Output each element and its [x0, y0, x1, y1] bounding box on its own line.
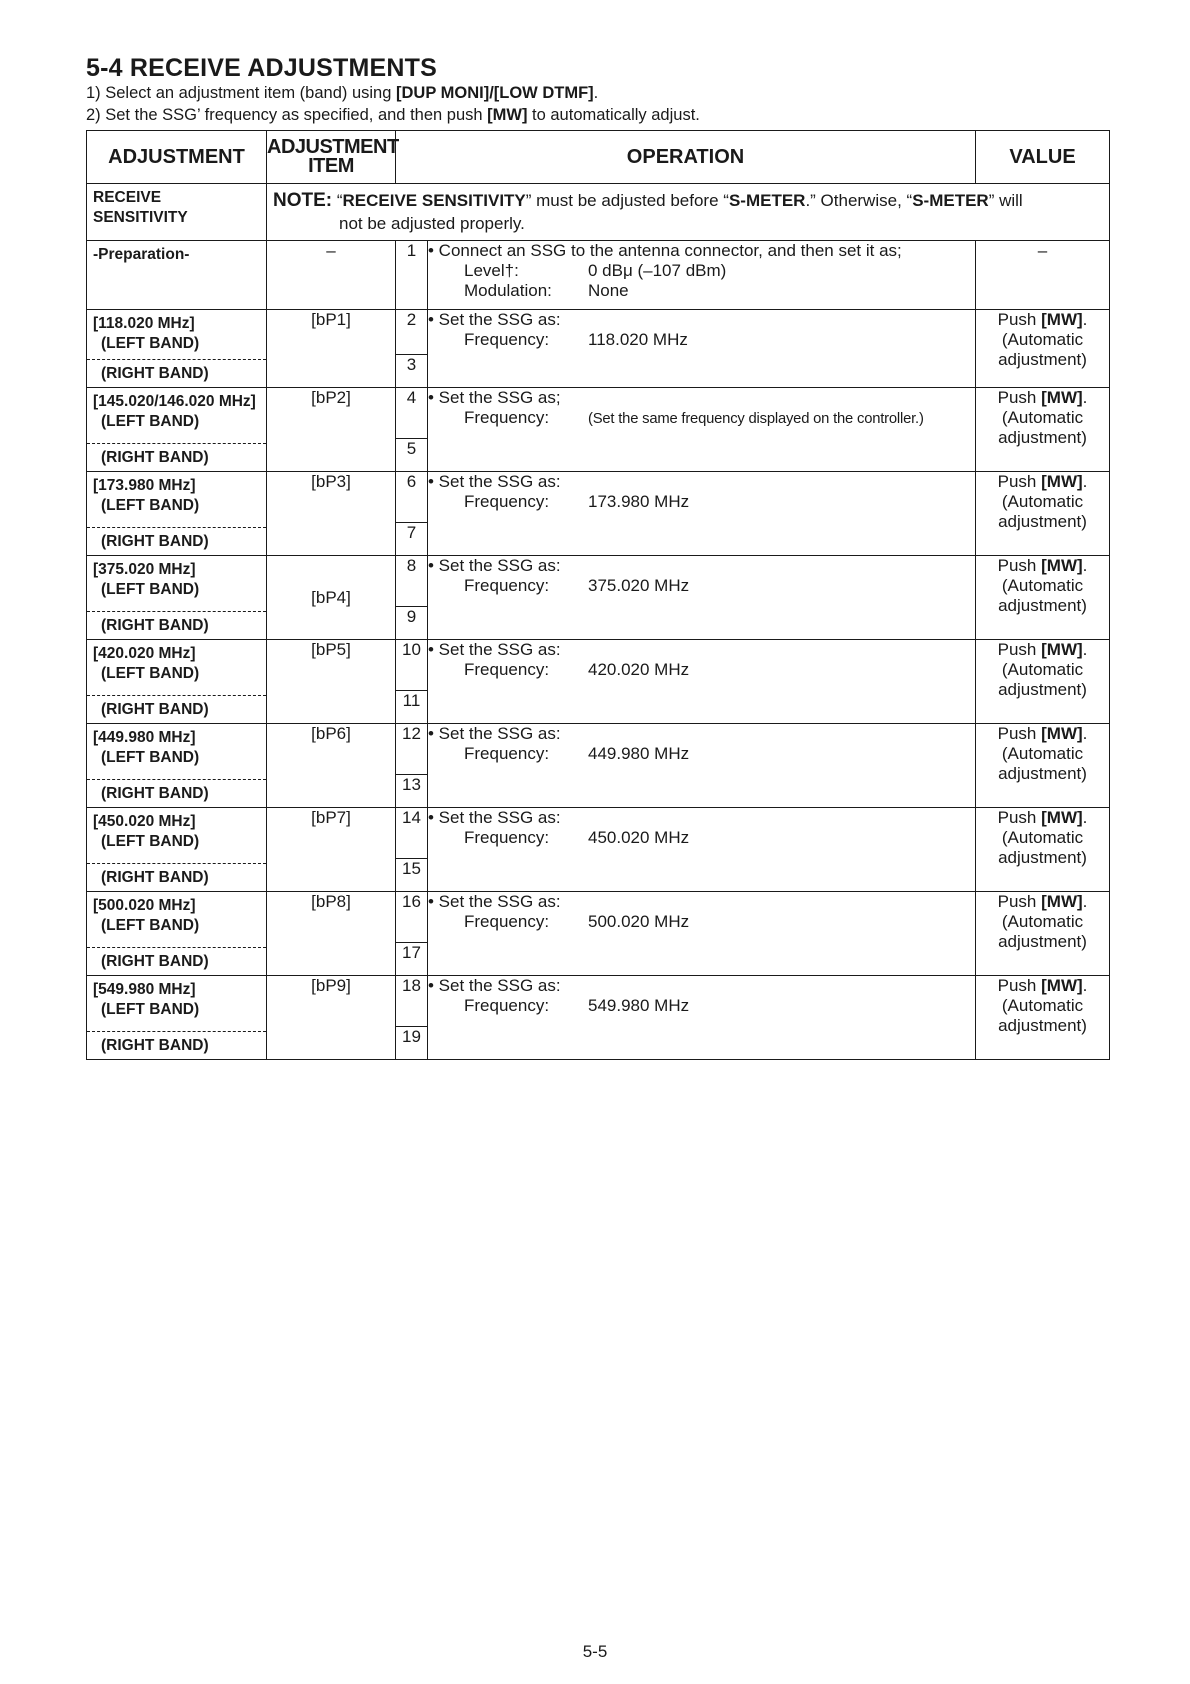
- header-value: VALUE: [976, 131, 1110, 184]
- instruction-step-2: 2) Set the SSG’ frequency as specified, and then push [MW] to automatically adjust.: [86, 106, 700, 124]
- preparation-operation: • Connect an SSG to the antenna connector, and then set it as; Level†: 0 dBμ (–107 dBm) Modulation: None: [428, 241, 976, 310]
- step-number: 9: [396, 607, 428, 640]
- step-number: 15: [396, 859, 428, 892]
- table-row-preparation: [87, 241, 1110, 310]
- band-operation: • Set the SSG as: Frequency: 173.980 MHz: [428, 472, 976, 556]
- step-number: 16: [396, 892, 428, 943]
- table-header-row: [87, 131, 1110, 184]
- band-operation: • Set the SSG as: Frequency: 118.020 MHz: [428, 310, 976, 388]
- band-operation: • Set the SSG as; Frequency: (Set the same frequency displayed on the controller.): [428, 388, 976, 472]
- note-cell: NOTE: “RECEIVE SENSITIVITY” must be adjusted before “S-METER.” Otherwise, “S-METER” will not be adjusted properly.: [267, 184, 1110, 241]
- receive-adjustments-table: [86, 130, 1110, 1060]
- table-row: [87, 808, 1110, 859]
- step-number: 17: [396, 943, 428, 976]
- table-row: [87, 310, 1110, 355]
- adjustment-item: [bP4]: [267, 556, 396, 640]
- step-number: 13: [396, 775, 428, 808]
- preparation-label: -Preparation-: [87, 241, 267, 310]
- step-number: 2: [396, 310, 428, 355]
- band-value: Push [MW]. (Automatic adjustment): [976, 976, 1110, 1060]
- adjustment-item: [bP5]: [267, 640, 396, 724]
- band-operation: • Set the SSG as: Frequency: 500.020 MHz: [428, 892, 976, 976]
- page-title: 5-4 RECEIVE ADJUSTMENTS: [86, 54, 437, 82]
- band-value: Push [MW]. (Automatic adjustment): [976, 388, 1110, 472]
- step-number: 18: [396, 976, 428, 1027]
- band-adjustment: [449.980 MHz] (LEFT BAND) (RIGHT BAND): [87, 724, 267, 808]
- band-adjustment: [375.020 MHz] (LEFT BAND) (RIGHT BAND): [87, 556, 267, 640]
- table-row: [87, 892, 1110, 943]
- table-row: [87, 724, 1110, 775]
- band-adjustment: [420.020 MHz] (LEFT BAND) (RIGHT BAND): [87, 640, 267, 724]
- table-row: [87, 388, 1110, 439]
- band-value: Push [MW]. (Automatic adjustment): [976, 724, 1110, 808]
- step-number: 3: [396, 354, 428, 387]
- band-value: Push [MW]. (Automatic adjustment): [976, 556, 1110, 640]
- table-row: [87, 472, 1110, 523]
- preparation-value: –: [976, 241, 1110, 310]
- step-number: 14: [396, 808, 428, 859]
- step-number: 11: [396, 691, 428, 724]
- band-operation: • Set the SSG as: Frequency: 420.020 MHz: [428, 640, 976, 724]
- table-row: [87, 556, 1110, 607]
- adjustment-item: [bP9]: [267, 976, 396, 1060]
- section-name: RECEIVE SENSITIVITY: [87, 184, 267, 241]
- step-number: 5: [396, 439, 428, 472]
- band-operation: • Set the SSG as: Frequency: 449.980 MHz: [428, 724, 976, 808]
- adjustment-item: [bP6]: [267, 724, 396, 808]
- adjustment-item: [bP3]: [267, 472, 396, 556]
- table-row: [87, 640, 1110, 691]
- table-row: [87, 976, 1110, 1027]
- page-number: 5-5: [582, 1642, 608, 1661]
- step-number: 7: [396, 523, 428, 556]
- band-adjustment: [173.980 MHz] (LEFT BAND) (RIGHT BAND): [87, 472, 267, 556]
- adjustment-item: [bP1]: [267, 310, 396, 388]
- table-row-note: [87, 184, 1110, 241]
- step-number: 4: [396, 388, 428, 439]
- band-value: Push [MW]. (Automatic adjustment): [976, 808, 1110, 892]
- step-number: 6: [396, 472, 428, 523]
- step-number: 12: [396, 724, 428, 775]
- instruction-step-1: 1) Select an adjustment item (band) using [DUP MONI]/[LOW DTMF].: [86, 84, 599, 102]
- adjustment-item: [bP7]: [267, 808, 396, 892]
- header-adjustment: ADJUSTMENT: [87, 131, 267, 184]
- band-adjustment: [500.020 MHz] (LEFT BAND) (RIGHT BAND): [87, 892, 267, 976]
- band-adjustment: [450.020 MHz] (LEFT BAND) (RIGHT BAND): [87, 808, 267, 892]
- adjustment-item: [bP2]: [267, 388, 396, 472]
- band-adjustment: [118.020 MHz] (LEFT BAND) (RIGHT BAND): [87, 310, 267, 388]
- band-operation: • Set the SSG as: Frequency: 450.020 MHz: [428, 808, 976, 892]
- band-operation: • Set the SSG as: Frequency: 375.020 MHz: [428, 556, 976, 640]
- band-operation: • Set the SSG as: Frequency: 549.980 MHz: [428, 976, 976, 1060]
- step-number: 19: [396, 1027, 428, 1060]
- band-value: Push [MW]. (Automatic adjustment): [976, 310, 1110, 388]
- step-number: 10: [396, 640, 428, 691]
- header-adjustment-item: ADJUSTMENT ITEM: [267, 131, 396, 184]
- band-value: Push [MW]. (Automatic adjustment): [976, 892, 1110, 976]
- header-operation: OPERATION: [396, 131, 976, 184]
- band-value: Push [MW]. (Automatic adjustment): [976, 472, 1110, 556]
- step-number: 1: [396, 241, 428, 310]
- step-number: 8: [396, 556, 428, 607]
- band-adjustment: [549.980 MHz] (LEFT BAND) (RIGHT BAND): [87, 976, 267, 1060]
- adjustment-item: [bP8]: [267, 892, 396, 976]
- preparation-item: –: [267, 241, 396, 310]
- band-adjustment: [145.020/146.020 MHz] (LEFT BAND) (RIGHT BAND): [87, 388, 267, 472]
- band-value: Push [MW]. (Automatic adjustment): [976, 640, 1110, 724]
